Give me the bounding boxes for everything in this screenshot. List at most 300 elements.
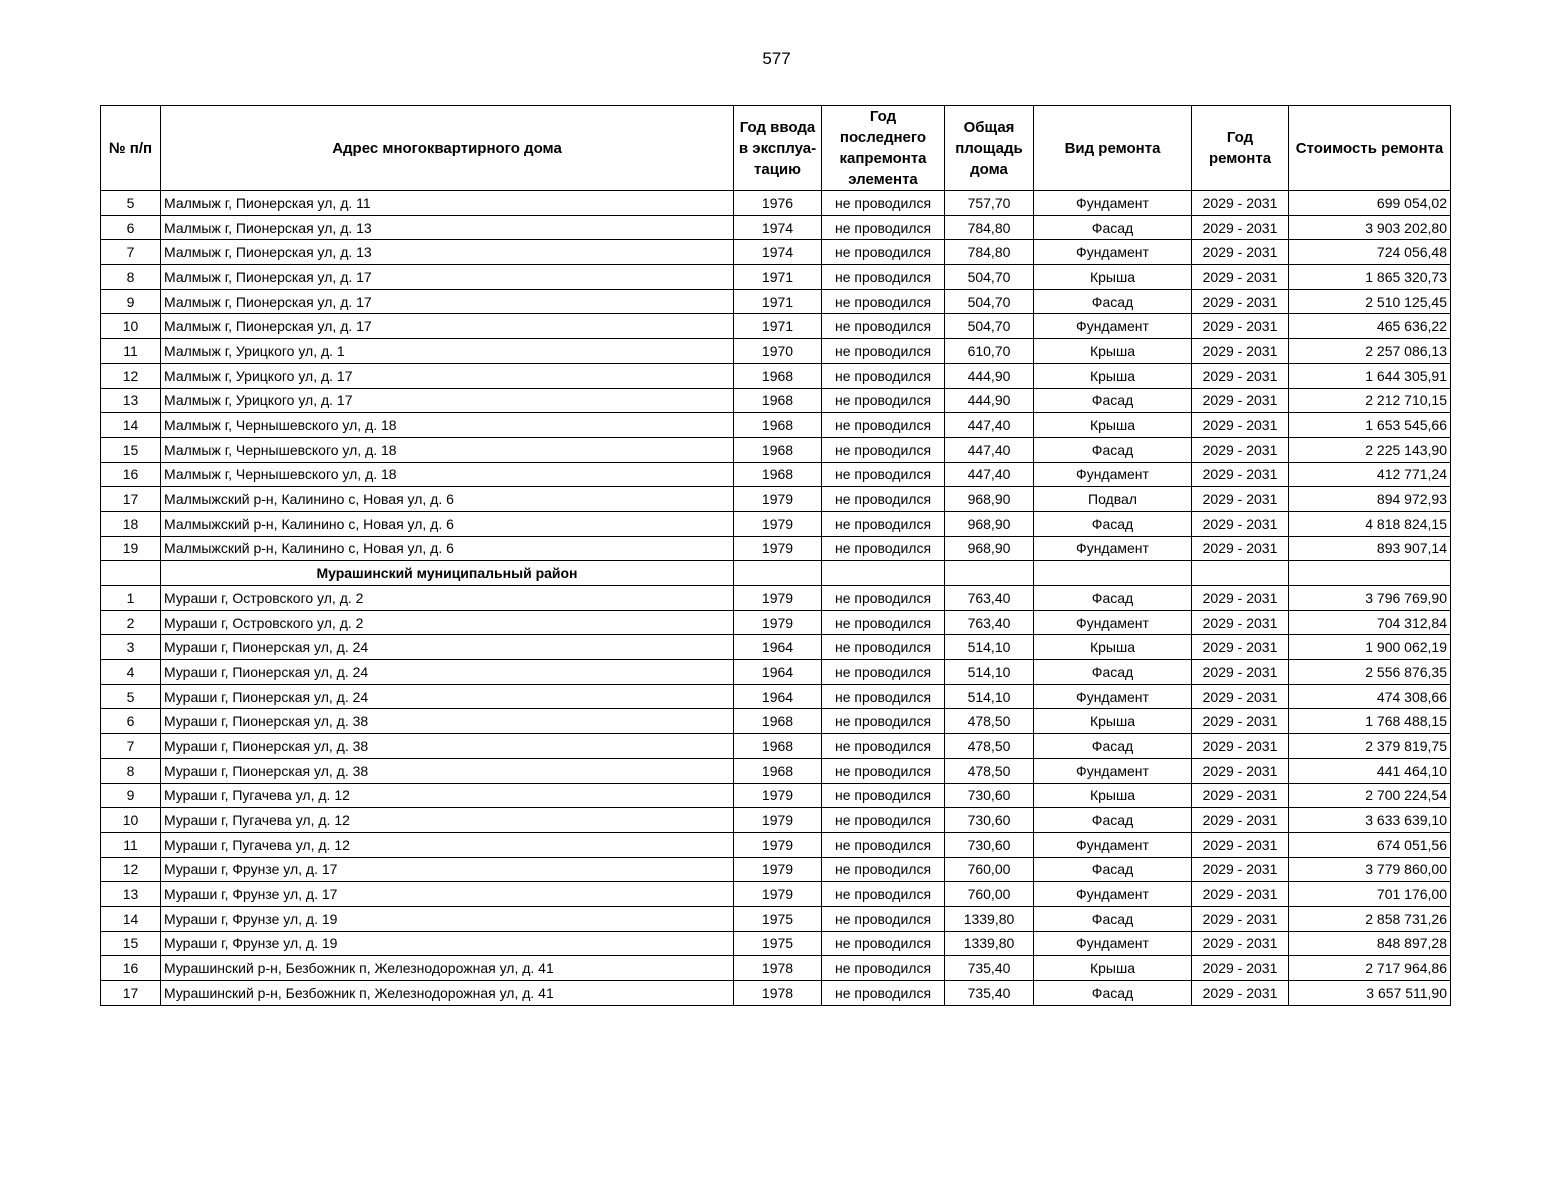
- cell-last-repair: не проводился: [822, 339, 945, 364]
- cell-cost: 2 717 964,86: [1289, 956, 1451, 981]
- cell-repair-year: 2029 - 2031: [1192, 709, 1289, 734]
- cell-area: 784,80: [945, 240, 1034, 265]
- table-row: [101, 956, 1451, 981]
- cell-address: Малмыж г, Урицкого ул, д. 17: [161, 388, 734, 413]
- table-row: [101, 240, 1451, 265]
- cell-repair-year: 2029 - 2031: [1192, 413, 1289, 438]
- cell-repair-type: Фундамент: [1034, 758, 1192, 783]
- cell-cost: 2 700 224,54: [1289, 783, 1451, 808]
- cell-repair-year: 2029 - 2031: [1192, 487, 1289, 512]
- table-row: [101, 314, 1451, 339]
- header-num: № п/п: [101, 106, 161, 191]
- cell-year-commissioned: 1964: [734, 684, 822, 709]
- header-repair-year: Год ремонта: [1192, 106, 1289, 191]
- cell-repair-type: Крыша: [1034, 635, 1192, 660]
- cell-address: Мураши г, Фрунзе ул, д. 19: [161, 931, 734, 956]
- cell-cost: 674 051,56: [1289, 832, 1451, 857]
- cell-last-repair: не проводился: [822, 314, 945, 339]
- cell-repair-year: 2029 - 2031: [1192, 215, 1289, 240]
- cell-cost: 3 779 860,00: [1289, 857, 1451, 882]
- cell-area: 478,50: [945, 709, 1034, 734]
- cell-address: Мураши г, Пугачева ул, д. 12: [161, 832, 734, 857]
- cell-repair-year: 2029 - 2031: [1192, 437, 1289, 462]
- cell-last-repair: не проводился: [822, 289, 945, 314]
- cell-last-repair: не проводился: [822, 536, 945, 561]
- cell-address: Малмыж г, Пионерская ул, д. 17: [161, 265, 734, 290]
- cell-area: 730,60: [945, 783, 1034, 808]
- cell-area: 757,70: [945, 191, 1034, 216]
- cell-area: 784,80: [945, 215, 1034, 240]
- table-row: [101, 758, 1451, 783]
- cell-area: [945, 561, 1034, 586]
- header-year-commissioned: Год ввода в эксплуа-тацию: [734, 106, 822, 191]
- cell-repair-type: Фасад: [1034, 660, 1192, 685]
- cell-address: Малмыж г, Пионерская ул, д. 13: [161, 240, 734, 265]
- cell-area: 1339,80: [945, 931, 1034, 956]
- cell-cost: [1289, 561, 1451, 586]
- cell-repair-type: Крыша: [1034, 363, 1192, 388]
- cell-last-repair: не проводился: [822, 437, 945, 462]
- cell-repair-type: Крыша: [1034, 783, 1192, 808]
- cell-num: 12: [101, 363, 161, 388]
- cell-repair-year: 2029 - 2031: [1192, 660, 1289, 685]
- cell-last-repair: не проводился: [822, 734, 945, 759]
- cell-num: 8: [101, 758, 161, 783]
- cell-num: 15: [101, 931, 161, 956]
- header-last-repair: Год последнего капремонта элемента: [822, 106, 945, 191]
- cell-cost: 724 056,48: [1289, 240, 1451, 265]
- cell-repair-type: Подвал: [1034, 487, 1192, 512]
- cell-repair-year: 2029 - 2031: [1192, 265, 1289, 290]
- cell-year-commissioned: 1964: [734, 660, 822, 685]
- cell-area: 610,70: [945, 339, 1034, 364]
- cell-address: Мураши г, Пионерская ул, д. 38: [161, 758, 734, 783]
- cell-num: 13: [101, 882, 161, 907]
- cell-last-repair: не проводился: [822, 265, 945, 290]
- cell-area: 763,40: [945, 610, 1034, 635]
- cell-address: Малмыж г, Пионерская ул, д. 17: [161, 314, 734, 339]
- cell-year-commissioned: 1978: [734, 956, 822, 981]
- cell-area: 514,10: [945, 684, 1034, 709]
- cell-address: Мураши г, Островского ул, д. 2: [161, 586, 734, 611]
- table-row: [101, 832, 1451, 857]
- cell-repair-year: 2029 - 2031: [1192, 511, 1289, 536]
- cell-address: Малмыжский р-н, Калинино с, Новая ул, д. 6: [161, 487, 734, 512]
- cell-year-commissioned: 1975: [734, 931, 822, 956]
- cell-repair-type: Фундамент: [1034, 536, 1192, 561]
- cell-last-repair: не проводился: [822, 191, 945, 216]
- cell-num: 10: [101, 314, 161, 339]
- cell-last-repair: не проводился: [822, 956, 945, 981]
- cell-year-commissioned: 1979: [734, 536, 822, 561]
- cell-repair-year: 2029 - 2031: [1192, 191, 1289, 216]
- cell-repair-type: Крыша: [1034, 265, 1192, 290]
- cell-repair-type: Фасад: [1034, 808, 1192, 833]
- table-row: [101, 857, 1451, 882]
- cell-repair-type: Фундамент: [1034, 314, 1192, 339]
- cell-area: 447,40: [945, 437, 1034, 462]
- cell-repair-type: Фасад: [1034, 289, 1192, 314]
- cell-last-repair: не проводился: [822, 981, 945, 1006]
- cell-cost: 2 225 143,90: [1289, 437, 1451, 462]
- cell-address: Мураши г, Пионерская ул, д. 24: [161, 684, 734, 709]
- header-address: Адрес многоквартирного дома: [161, 106, 734, 191]
- table-row: [101, 191, 1451, 216]
- cell-address: Мураши г, Пионерская ул, д. 38: [161, 709, 734, 734]
- cell-year-commissioned: 1970: [734, 339, 822, 364]
- cell-year-commissioned: 1979: [734, 511, 822, 536]
- cell-num: 12: [101, 857, 161, 882]
- cell-repair-year: 2029 - 2031: [1192, 610, 1289, 635]
- cell-year-commissioned: 1978: [734, 981, 822, 1006]
- cell-area: 447,40: [945, 462, 1034, 487]
- cell-address: Малмыж г, Урицкого ул, д. 17: [161, 363, 734, 388]
- cell-year-commissioned: 1979: [734, 808, 822, 833]
- cell-repair-type: Крыша: [1034, 956, 1192, 981]
- cell-repair-year: 2029 - 2031: [1192, 734, 1289, 759]
- cell-address: Малмыж г, Пионерская ул, д. 11: [161, 191, 734, 216]
- cell-repair-type: Фасад: [1034, 511, 1192, 536]
- cell-cost: 3 903 202,80: [1289, 215, 1451, 240]
- section-row: [101, 561, 1451, 586]
- cell-last-repair: не проводился: [822, 709, 945, 734]
- cell-area: 763,40: [945, 586, 1034, 611]
- cell-area: 730,60: [945, 832, 1034, 857]
- cell-num: 14: [101, 413, 161, 438]
- cell-area: 478,50: [945, 758, 1034, 783]
- cell-num: 7: [101, 240, 161, 265]
- table-row: [101, 487, 1451, 512]
- cell-repair-type: Фасад: [1034, 981, 1192, 1006]
- cell-num: 15: [101, 437, 161, 462]
- cell-cost: 465 636,22: [1289, 314, 1451, 339]
- cell-last-repair: не проводился: [822, 363, 945, 388]
- cell-cost: 2 379 819,75: [1289, 734, 1451, 759]
- cell-repair-year: 2029 - 2031: [1192, 931, 1289, 956]
- cell-num: 1: [101, 586, 161, 611]
- cell-area: 444,90: [945, 388, 1034, 413]
- cell-num: 2: [101, 610, 161, 635]
- cell-year-commissioned: [734, 561, 822, 586]
- cell-last-repair: [822, 561, 945, 586]
- cell-num: 18: [101, 511, 161, 536]
- cell-year-commissioned: 1976: [734, 191, 822, 216]
- cell-repair-year: 2029 - 2031: [1192, 635, 1289, 660]
- cell-address: Мураши г, Пионерская ул, д. 24: [161, 660, 734, 685]
- header-area: Общая площадь дома: [945, 106, 1034, 191]
- table-row: [101, 882, 1451, 907]
- cell-cost: 699 054,02: [1289, 191, 1451, 216]
- cell-area: 514,10: [945, 635, 1034, 660]
- cell-area: 504,70: [945, 265, 1034, 290]
- cell-area: 760,00: [945, 857, 1034, 882]
- cell-num: 7: [101, 734, 161, 759]
- cell-repair-type: Фундамент: [1034, 832, 1192, 857]
- cell-repair-year: 2029 - 2031: [1192, 981, 1289, 1006]
- table-row: [101, 363, 1451, 388]
- table-row: [101, 462, 1451, 487]
- cell-year-commissioned: 1968: [734, 388, 822, 413]
- table-row: [101, 536, 1451, 561]
- header-repair-type: Вид ремонта: [1034, 106, 1192, 191]
- cell-year-commissioned: 1968: [734, 413, 822, 438]
- cell-last-repair: не проводился: [822, 215, 945, 240]
- cell-cost: 848 897,28: [1289, 931, 1451, 956]
- cell-repair-year: 2029 - 2031: [1192, 388, 1289, 413]
- cell-address: Мураши г, Пугачева ул, д. 12: [161, 783, 734, 808]
- cell-cost: 1 653 545,66: [1289, 413, 1451, 438]
- cell-repair-year: 2029 - 2031: [1192, 363, 1289, 388]
- cell-last-repair: не проводился: [822, 635, 945, 660]
- cell-last-repair: не проводился: [822, 487, 945, 512]
- table-row: [101, 388, 1451, 413]
- table-row: [101, 635, 1451, 660]
- cell-repair-year: 2029 - 2031: [1192, 536, 1289, 561]
- cell-num: 4: [101, 660, 161, 685]
- cell-area: 447,40: [945, 413, 1034, 438]
- cell-num: 5: [101, 191, 161, 216]
- cell-repair-type: Фундамент: [1034, 931, 1192, 956]
- header-cost: Стоимость ремонта: [1289, 106, 1451, 191]
- cell-last-repair: не проводился: [822, 906, 945, 931]
- cell-year-commissioned: 1968: [734, 709, 822, 734]
- cell-repair-type: Крыша: [1034, 413, 1192, 438]
- cell-num: [101, 561, 161, 586]
- table-row: [101, 215, 1451, 240]
- cell-repair-type: Фасад: [1034, 906, 1192, 931]
- cell-num: 9: [101, 783, 161, 808]
- cell-area: 968,90: [945, 511, 1034, 536]
- cell-num: 11: [101, 339, 161, 364]
- table-row: [101, 931, 1451, 956]
- cell-repair-type: Крыша: [1034, 339, 1192, 364]
- cell-num: 17: [101, 487, 161, 512]
- cell-last-repair: не проводился: [822, 610, 945, 635]
- cell-last-repair: не проводился: [822, 832, 945, 857]
- cell-area: 1339,80: [945, 906, 1034, 931]
- cell-repair-year: 2029 - 2031: [1192, 832, 1289, 857]
- cell-address: Мурашинский р-н, Безбожник п, Железнодорожная ул, д. 41: [161, 956, 734, 981]
- cell-area: 504,70: [945, 314, 1034, 339]
- cell-repair-type: [1034, 561, 1192, 586]
- cell-repair-type: Фундамент: [1034, 882, 1192, 907]
- table-row: [101, 610, 1451, 635]
- table-row: [101, 586, 1451, 611]
- cell-address: Мураши г, Фрунзе ул, д. 17: [161, 857, 734, 882]
- cell-year-commissioned: 1979: [734, 857, 822, 882]
- cell-area: 735,40: [945, 981, 1034, 1006]
- cell-num: 11: [101, 832, 161, 857]
- cell-repair-type: Фундамент: [1034, 684, 1192, 709]
- cell-num: 8: [101, 265, 161, 290]
- cell-cost: 2 858 731,26: [1289, 906, 1451, 931]
- cell-cost: 1 900 062,19: [1289, 635, 1451, 660]
- cell-address: Малмыжский р-н, Калинино с, Новая ул, д. 6: [161, 511, 734, 536]
- cell-cost: 2 556 876,35: [1289, 660, 1451, 685]
- cell-repair-year: 2029 - 2031: [1192, 783, 1289, 808]
- cell-cost: 704 312,84: [1289, 610, 1451, 635]
- cell-area: 444,90: [945, 363, 1034, 388]
- repair-register-table: [100, 105, 1451, 1006]
- cell-year-commissioned: 1979: [734, 882, 822, 907]
- cell-repair-type: Фасад: [1034, 857, 1192, 882]
- cell-address: Малмыж г, Чернышевского ул, д. 18: [161, 413, 734, 438]
- cell-repair-type: Фасад: [1034, 388, 1192, 413]
- cell-address: Мураши г, Фрунзе ул, д. 19: [161, 906, 734, 931]
- cell-cost: 893 907,14: [1289, 536, 1451, 561]
- cell-repair-year: 2029 - 2031: [1192, 906, 1289, 931]
- cell-repair-year: 2029 - 2031: [1192, 240, 1289, 265]
- cell-cost: 2 510 125,45: [1289, 289, 1451, 314]
- cell-year-commissioned: 1968: [734, 758, 822, 783]
- table-row: [101, 289, 1451, 314]
- cell-repair-type: Фасад: [1034, 586, 1192, 611]
- cell-area: 478,50: [945, 734, 1034, 759]
- cell-address: Мураши г, Пугачева ул, д. 12: [161, 808, 734, 833]
- cell-cost: 2 212 710,15: [1289, 388, 1451, 413]
- cell-last-repair: не проводился: [822, 586, 945, 611]
- cell-cost: 2 257 086,13: [1289, 339, 1451, 364]
- cell-address: Малмыж г, Чернышевского ул, д. 18: [161, 437, 734, 462]
- cell-num: 19: [101, 536, 161, 561]
- cell-year-commissioned: 1975: [734, 906, 822, 931]
- cell-repair-type: Фундамент: [1034, 462, 1192, 487]
- table-row: [101, 511, 1451, 536]
- cell-last-repair: не проводился: [822, 240, 945, 265]
- cell-num: 6: [101, 709, 161, 734]
- cell-last-repair: не проводился: [822, 388, 945, 413]
- cell-num: 17: [101, 981, 161, 1006]
- cell-repair-year: 2029 - 2031: [1192, 882, 1289, 907]
- cell-repair-year: [1192, 561, 1289, 586]
- cell-cost: 441 464,10: [1289, 758, 1451, 783]
- cell-num: 14: [101, 906, 161, 931]
- cell-year-commissioned: 1979: [734, 832, 822, 857]
- cell-cost: 474 308,66: [1289, 684, 1451, 709]
- cell-year-commissioned: 1968: [734, 437, 822, 462]
- cell-repair-year: 2029 - 2031: [1192, 462, 1289, 487]
- cell-num: 16: [101, 462, 161, 487]
- cell-repair-year: 2029 - 2031: [1192, 684, 1289, 709]
- cell-year-commissioned: 1971: [734, 289, 822, 314]
- cell-repair-year: 2029 - 2031: [1192, 289, 1289, 314]
- table-row: [101, 684, 1451, 709]
- cell-cost: 3 633 639,10: [1289, 808, 1451, 833]
- cell-address: Мурашинский р-н, Безбожник п, Железнодорожная ул, д. 41: [161, 981, 734, 1006]
- cell-cost: 894 972,93: [1289, 487, 1451, 512]
- cell-last-repair: не проводился: [822, 857, 945, 882]
- cell-num: 6: [101, 215, 161, 240]
- cell-address: Мураши г, Островского ул, д. 2: [161, 610, 734, 635]
- cell-repair-year: 2029 - 2031: [1192, 808, 1289, 833]
- cell-cost: 3 657 511,90: [1289, 981, 1451, 1006]
- cell-cost: 1 768 488,15: [1289, 709, 1451, 734]
- cell-area: 730,60: [945, 808, 1034, 833]
- table-row: [101, 906, 1451, 931]
- cell-year-commissioned: 1979: [734, 610, 822, 635]
- header-row: [101, 106, 1451, 191]
- cell-last-repair: не проводился: [822, 660, 945, 685]
- cell-year-commissioned: 1974: [734, 240, 822, 265]
- cell-num: 9: [101, 289, 161, 314]
- table-row: [101, 660, 1451, 685]
- cell-repair-year: 2029 - 2031: [1192, 314, 1289, 339]
- table-row: [101, 783, 1451, 808]
- cell-cost: 1 644 305,91: [1289, 363, 1451, 388]
- cell-repair-year: 2029 - 2031: [1192, 339, 1289, 364]
- cell-cost: 1 865 320,73: [1289, 265, 1451, 290]
- cell-num: 16: [101, 956, 161, 981]
- cell-address: Малмыжский р-н, Калинино с, Новая ул, д. 6: [161, 536, 734, 561]
- cell-cost: 3 796 769,90: [1289, 586, 1451, 611]
- cell-last-repair: не проводился: [822, 931, 945, 956]
- cell-num: 3: [101, 635, 161, 660]
- cell-cost: 4 818 824,15: [1289, 511, 1451, 536]
- cell-area: 968,90: [945, 536, 1034, 561]
- cell-last-repair: не проводился: [822, 462, 945, 487]
- table-row: [101, 981, 1451, 1006]
- cell-year-commissioned: 1968: [734, 734, 822, 759]
- cell-repair-type: Фасад: [1034, 734, 1192, 759]
- cell-area: 735,40: [945, 956, 1034, 981]
- cell-area: 968,90: [945, 487, 1034, 512]
- cell-last-repair: не проводился: [822, 808, 945, 833]
- cell-num: 13: [101, 388, 161, 413]
- cell-address: Малмыж г, Чернышевского ул, д. 18: [161, 462, 734, 487]
- table-body: [101, 191, 1451, 1006]
- cell-cost: 701 176,00: [1289, 882, 1451, 907]
- table-row: [101, 265, 1451, 290]
- cell-year-commissioned: 1974: [734, 215, 822, 240]
- cell-address: Мураши г, Фрунзе ул, д. 17: [161, 882, 734, 907]
- table-row: [101, 437, 1451, 462]
- table-header: [101, 106, 1451, 191]
- cell-address: Малмыж г, Урицкого ул, д. 1: [161, 339, 734, 364]
- cell-repair-year: 2029 - 2031: [1192, 758, 1289, 783]
- cell-year-commissioned: 1968: [734, 363, 822, 388]
- cell-area: 760,00: [945, 882, 1034, 907]
- cell-repair-type: Фундамент: [1034, 191, 1192, 216]
- section-title: Мурашинский муниципальный район: [161, 561, 734, 586]
- cell-repair-year: 2029 - 2031: [1192, 586, 1289, 611]
- cell-address: Мураши г, Пионерская ул, д. 24: [161, 635, 734, 660]
- cell-repair-year: 2029 - 2031: [1192, 956, 1289, 981]
- cell-year-commissioned: 1964: [734, 635, 822, 660]
- cell-num: 10: [101, 808, 161, 833]
- cell-last-repair: не проводился: [822, 882, 945, 907]
- cell-repair-type: Фасад: [1034, 437, 1192, 462]
- table-row: [101, 413, 1451, 438]
- cell-last-repair: не проводился: [822, 783, 945, 808]
- cell-repair-year: 2029 - 2031: [1192, 857, 1289, 882]
- table-row: [101, 734, 1451, 759]
- cell-address: Мураши г, Пионерская ул, д. 38: [161, 734, 734, 759]
- cell-address: Малмыж г, Пионерская ул, д. 17: [161, 289, 734, 314]
- cell-year-commissioned: 1971: [734, 265, 822, 290]
- cell-cost: 412 771,24: [1289, 462, 1451, 487]
- cell-num: 5: [101, 684, 161, 709]
- cell-area: 514,10: [945, 660, 1034, 685]
- cell-last-repair: не проводился: [822, 758, 945, 783]
- cell-year-commissioned: 1971: [734, 314, 822, 339]
- cell-address: Малмыж г, Пионерская ул, д. 13: [161, 215, 734, 240]
- cell-year-commissioned: 1968: [734, 462, 822, 487]
- cell-year-commissioned: 1979: [734, 487, 822, 512]
- cell-repair-type: Фундамент: [1034, 240, 1192, 265]
- page-number: 577: [762, 49, 791, 68]
- cell-repair-type: Фундамент: [1034, 610, 1192, 635]
- cell-repair-type: Крыша: [1034, 709, 1192, 734]
